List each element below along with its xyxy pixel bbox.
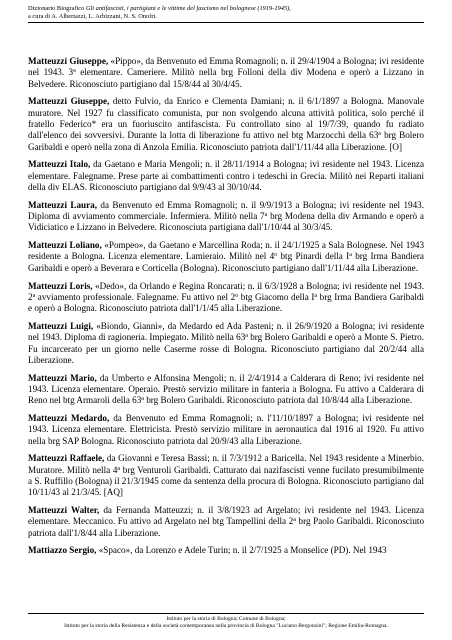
footer-line-1: Istituto per la storia di Bologna; Comune di Bologna; — [166, 616, 286, 622]
entry-text: da Fernanda Matteuzzi; n. il 3/8/1923 ad Argelato; ivi residente nel 1943. Licenza elementare. Meccanico. Fu attivo ad Argelato nel btg Tampellini della 2$^a$ brg Paolo Garibaldi. Riconosciuto patriota dall'1/8/44 alla Liberazione. — [28, 505, 425, 538]
entry-name: Matteuzzi Laura, — [28, 199, 98, 210]
biography-entry — [28, 240, 424, 274]
entry-name: Matteuzzi Loris, — [28, 280, 93, 291]
entry-name: Matteuzzi Luigi, — [28, 320, 94, 331]
entry-text: da Giovanni e Teresa Bassi; n. il 7/3/1912 a Baricella. Nel 1943 residente a Minerbio. Muratore. Militò nella 4$^a$ brg Venturoli Garibaldi. Catturato dai nazifascisti venne fucilato presumibilmente a S. Ruffillo (Bologna) il 21/3/1945 come da sentenza della procura di Bologna. Riconosciuto partigiano dal 10/11/43 al 21/3/45. [AQ] — [28, 453, 424, 498]
entry-text: da Gaetano e Maria Mengoli; n. il 28/11/1914 a Bologna; ivi residente nel 1943. Licenza elementare. Falegname. Prese parte ai combattimenti contro i tedeschi in Grecia. Militò nei Reparti italiani della div ELAS. Riconosciuto partigiano dal 9/9/43 al 30/10/44. — [28, 159, 424, 192]
entry-name: Matteuzzi Raffaele, — [28, 453, 105, 464]
entry-text: detto Fulvio, da Enrico e Clementa Damiani; n. il 6/1/1897 a Bologna. Manovale muratore. Nel 1927 fu classificato comunista, pur non svolgendo alcuna attività politica, solo perché il fratello Federico* era un fuoriuscito antifascista. Fu controllato sino al 19/7/39, quando fu radiato dall'elenco dei sovversivi. Durante la lotta di liberazione fu attivo nel btg Marzocchi della 63$^a$ brg Bolero Garibaldi e operò nella zona di Anzola Emilia. Riconosciuto patriota dall'1/11/44 alla Liberazione. [O] — [28, 96, 424, 152]
biography-entry — [28, 321, 424, 366]
biography-entry — [28, 373, 424, 407]
entry-name: Matteuzzi Giuseppe, — [28, 56, 109, 66]
entry-text: «Pippo», da Benvenuto ed Emma Romagnoli; n. il 29/4/1904 a Bologna; ivi residente nel 1943. 3$^a$ elementare. Cameriere. Militò nella brg Folloni della div Modena e operò a Lizzano in Belvedere. Riconosciuto partigiano dal 15/8/44 al 30/4/45. — [28, 56, 424, 89]
entry-name: Matteuzzi Walter, — [28, 505, 100, 516]
entry-name: Matteuzzi Giuseppe, — [28, 96, 110, 107]
page-footer — [28, 613, 424, 631]
entry-name: Matteuzzi Medardo, — [28, 413, 110, 424]
biography-entry — [28, 413, 424, 447]
biography-entry — [28, 56, 424, 90]
entry-text: da Benvenuto ed Emma Romagnoli; n. l'11/10/1897 a Bologna; ivi residente nel 1943. Licenza elementare. Elettricista. Prestò servizio militare in aeronautica dal 1916 al 1920. Fu attivo nella brg SAP Bologna. Riconosciuto patriota dal 20/9/43 alla Liberazione. — [28, 413, 424, 446]
entry-name: Matteuzzi Mario, — [28, 372, 97, 383]
biography-entry — [28, 505, 424, 539]
biography-entry — [28, 453, 424, 498]
entry-text: «Biondo, Gianni», da Medardo ed Ada Pasteni; n. il 26/9/1920 a Bologna; ivi residente nel 1943. Diploma di ragioneria. Impiegato. Militò nella 63$^a$ brg Bolero Garibaldi e operò a Monte S. Pietro. Fu incarcerato per un giorno nelle Caserme rosse di Bologna. Riconosciuto partigiano dal 20/2/44 alla Liberazione. — [28, 320, 424, 365]
footer-line-2: Istituto per la storia della Resistenza e della società contemporanea nella provincia di Bologna "Luciano Bergonzini"; Regione Emilia-Romagna. — [64, 623, 388, 630]
entry-name: Matteuzzi Loliano, — [28, 240, 102, 251]
entry-text: da Umberto e Alfonsina Mengoli; n. il 2/4/1914 a Calderara di Reno; ivi residente nel 1943. Licenza elementare. Operaio. Prestò servizio militare in fanteria a Bologna. Fu attivo a Calderara di Reno nel btg Armaroli della 63$^a$ brg Bolero Garibaldi. Riconosciuto patriota dal 10/8/44 alla Liberazione. — [28, 372, 424, 406]
biography-entry — [28, 281, 424, 315]
entry-text: «Pompeo», da Gaetano e Marcellina Roda; n. il 24/1/1925 a Sala Bolognese. Nel 1943 residente a Bologna. Licenza elementare. Lamieraio. Militò nel 4$^o$ btg Pinardi della $I^a$ brg Irma Bandiera Garibaldi e operò a Beverara e Corticella (Bologna). Riconosciuto partigiano dall'1/11/44 alla Liberazione. — [28, 240, 425, 273]
biography-entry — [28, 96, 424, 152]
header-line-1: Dizionario Biografico Gli antifascisti, i partigiani e le vittime del fascismo nel bolognese (1919-1945), — [28, 5, 291, 12]
header-line-2: a cura di A. Albertazzi, L. Arbizzani, N. S. Onofri. — [28, 12, 157, 20]
biography-entry — [28, 545, 424, 556]
entry-text: «Spaco», da Lorenzo e Adele Turin; n. il 2/7/1925 a Monselice (PD). Nel 1943 — [96, 545, 387, 556]
page-header — [28, 5, 424, 23]
entry-name: Mattiazzo Sergio, — [28, 545, 97, 556]
entry-name: Matteuzzi Italo, — [28, 159, 91, 170]
entry-text: da Benvenuto ed Emma Romagnoli; n. il 9/9/1913 a Bologna; ivi residente nel 1943. Diploma di avviamento commerciale. Infermiera. Militò nella 7$^a$ brg Modena della div Armando e operò a Vidiciatico e Lizzano in Belvedere. Riconosciuta partigiana dall'1/10/44 al 30/3/45. — [28, 199, 424, 233]
header-book-title: Gli antifascisti, i partigiani e le vittime del fascismo nel bolognese (1919-1945), — [85, 5, 291, 12]
biography-entry — [28, 200, 424, 234]
entry-text: «Dedo», da Orlando e Regina Roncarati; n. il 6/3/1928 a Bologna; ivi residente nel 1943. 2$^a$ avviamento professionale. Falegname. Fu attivo nel 2$^o$ btg Giacomo della $I^a$ brg Irma Bandiera Garibaldi e operò a Bologna. Riconosciuto patriota dall'1/1/45 alla Liberazione. — [28, 280, 424, 314]
entries-list — [28, 56, 424, 563]
biography-entry — [28, 159, 424, 193]
